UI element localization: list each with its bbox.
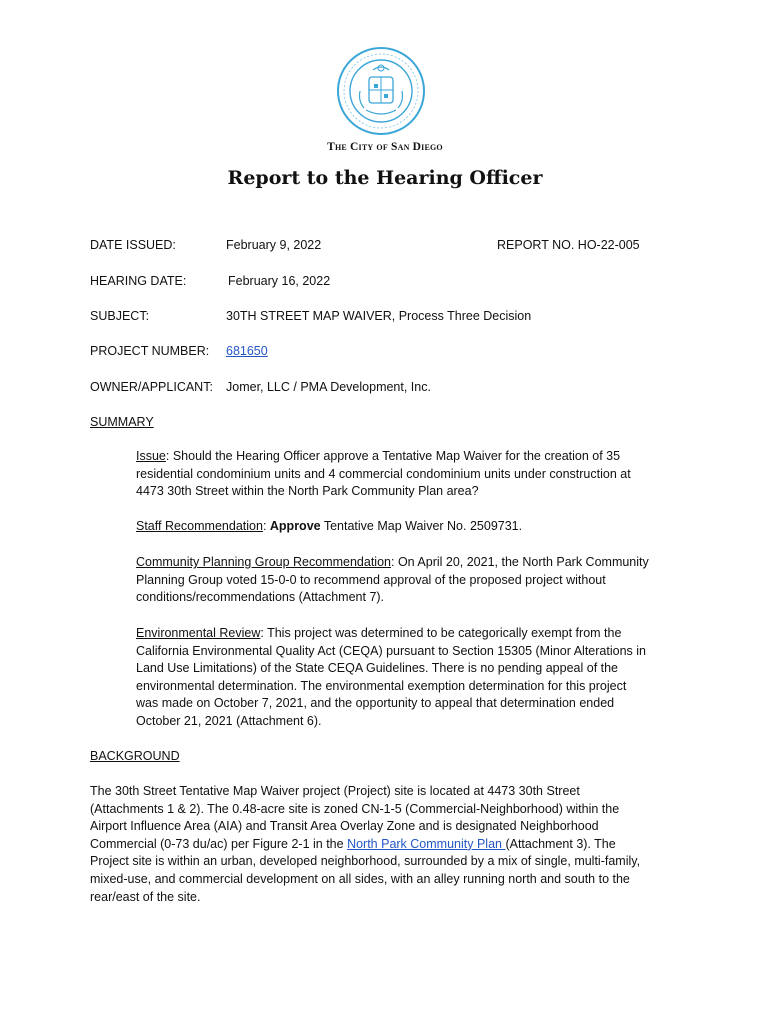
report-number: REPORT NO. HO-22-005	[497, 238, 640, 252]
owner-applicant-label: OWNER/APPLICANT:	[90, 380, 213, 394]
date-issued-label: DATE ISSUED:	[90, 238, 176, 252]
report-title: Report to the Hearing Officer	[227, 167, 543, 189]
env-line: was made on October 7, 2021, and the opportunity to appeal that determination ended	[136, 696, 615, 711]
subject-value: 30TH STREET MAP WAIVER, Process Three Decision	[226, 309, 532, 323]
subject-label: SUBJECT:	[90, 309, 150, 323]
hearing-date-label: HEARING DATE:	[90, 274, 187, 288]
background-line: (Attachment 3). The	[505, 836, 616, 851]
issue-line: 4473 30th Street within the North Park Community Plan area?	[136, 484, 479, 499]
project-number-link[interactable]: 681650	[226, 344, 268, 358]
background-line: mixed-use, and commercial development on all sides, with an alley running north and south to the	[90, 871, 630, 886]
cpg-line: Planning Group voted 15-0-0 to recommend approval of the proposed project without	[136, 572, 606, 587]
hearing-date-value: February 16, 2022	[228, 274, 331, 288]
cpg-line: : On April 20, 2021, the North Park Community	[391, 555, 649, 569]
env-line: October 21, 2021 (Attachment 6).	[136, 713, 322, 728]
background-heading: BACKGROUND	[90, 749, 180, 763]
background-line: Commercial (0-73 du/ac) per Figure 2-1 in the	[90, 836, 348, 851]
staff-recommendation-decision: Approve	[269, 519, 321, 533]
staff-recommendation-text: Tentative Map Waiver No. 2509731.	[320, 519, 523, 533]
issue-paragraph	[136, 448, 631, 501]
environmental-review-label: Environmental Review	[136, 626, 261, 640]
env-line: Land Use Limitations) of the State CEQA Guidelines. There is no pending appeal of the	[136, 661, 619, 676]
summary-heading: SUMMARY	[90, 415, 154, 429]
owner-applicant-value: Jomer, LLC / PMA Development, Inc.	[226, 380, 431, 394]
env-line: environmental determination. The environmental exemption determination for this project	[136, 678, 627, 693]
environmental-review-paragraph	[136, 625, 646, 731]
issue-label: Issue	[136, 449, 166, 463]
background-paragraph	[90, 783, 640, 906]
env-line: California Environmental Quality Act (CEQA) pursuant to Section 15305 (Minor Alterations in	[136, 643, 646, 658]
background-line: The 30th Street Tentative Map Waiver project (Project) site is located at 4473 30th Street	[90, 784, 580, 798]
north-park-community-plan-link[interactable]: North Park Community Plan	[347, 836, 506, 851]
date-issued-value: February 9, 2022	[226, 238, 322, 252]
background-line: Project site is within an urban, developed neighborhood, surrounded by a mix of single, multi-family,	[90, 854, 641, 869]
staff-recommendation-paragraph: Staff Recommendation: Approve Tentative Map Waiver No. 2509731.	[136, 519, 523, 533]
issue-line: residential condominium units and 4 commercial condominium units under construction at	[136, 466, 631, 481]
staff-recommendation-label: Staff Recommendation	[136, 519, 263, 533]
project-number-label: PROJECT NUMBER:	[90, 344, 210, 358]
city-name: The City of San Diego	[327, 141, 443, 153]
background-line: Airport Influence Area (AIA) and Transit Area Overlay Zone and is designated Neighborhood	[90, 819, 599, 834]
cpg-line: conditions/recommendations (Attachment 7).	[136, 590, 385, 605]
env-line: : This project was determined to be categorically exempt from the	[260, 626, 622, 640]
cpg-recommendation-label: Community Planning Group Recommendation	[136, 555, 391, 569]
city-seal-logo	[336, 46, 426, 136]
cpg-recommendation-paragraph	[136, 554, 649, 607]
background-line: (Attachments 1 & 2). The 0.48-acre site is zoned CN-1-5 (Commercial-Neighborhood) within the	[90, 801, 620, 816]
issue-line: : Should the Hearing Officer approve a Tentative Map Waiver for the creation of 35	[165, 449, 621, 463]
background-line: rear/east of the site.	[90, 889, 201, 904]
